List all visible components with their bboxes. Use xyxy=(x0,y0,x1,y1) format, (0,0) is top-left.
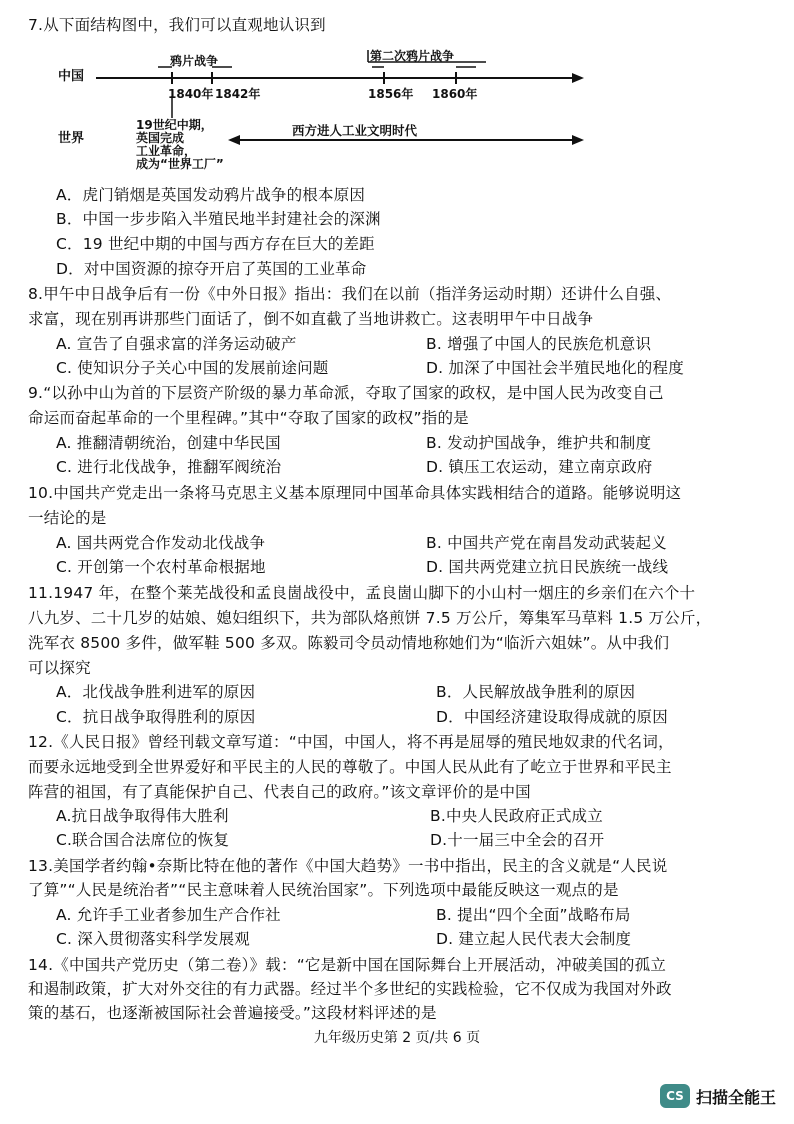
q8-option-d: D. 加深了中国社会半殖民地化的程度 xyxy=(426,359,684,377)
q14-stem-line3: 策的基石，也逐渐被国际社会普遍接受。”这段材料评述的是 xyxy=(28,1004,437,1022)
q9-stem-line1: 9.“以孙中山为首的下层资产阶级的暴力革命派，夺取了国家的政权，是中国人民为改变自己 xyxy=(28,384,664,402)
q11-option-c: C．抗日战争取得胜利的原因 xyxy=(56,708,256,726)
q12-option-d: D.十一届三中全会的召开 xyxy=(430,831,605,849)
q11-stem-line1: 11.1947 年，在整个莱芜战役和孟良崮战役中，孟良崮山脚下的小山村一烟庄的乡亲们在六个十 xyxy=(28,584,696,602)
q7-option-d: D．对中国资源的掠夺开启了英国的工业革命 xyxy=(56,260,367,278)
q9-option-a: A. 推翻清朝统治，创建中华民国 xyxy=(56,434,281,452)
q10-option-a: A. 国共两党合作发动北伐战争 xyxy=(56,534,266,552)
q7-timeline-diagram xyxy=(0,0,794,180)
q12-stem-line3: 阵营的祖国，有了真能保护自己、代表自己的政府。”该文章评价的是中国 xyxy=(28,783,531,801)
q12-stem-line2: 而要永远地受到全世界爱好和平民主的人民的尊敬了。中国人民从此有了屹立于世界和平民主 xyxy=(28,758,672,776)
world-note-line1: 19世纪中期， xyxy=(136,118,213,132)
q9-option-b: B. 发动护国战争，维护共和制度 xyxy=(426,434,652,452)
q8-stem-line2: 求富，现在别再讲那些门面话了，倒不如直截了当地讲救亡。这表明甲午中日战争 xyxy=(28,310,594,328)
camscanner-logo-icon: CS xyxy=(660,1084,690,1108)
scanner-watermark xyxy=(660,1084,776,1108)
q13-stem-line2: 了算”“人民是统治者”“民主意味着人民统治国家”。下列选项中最能反映这一观点的是 xyxy=(28,881,619,899)
label-1856: 1856年 xyxy=(368,87,414,101)
q10-option-d: D. 国共两党建立抗日民族统一战线 xyxy=(426,558,669,576)
q13-option-b: B. 提出“四个全面”战略布局 xyxy=(436,906,631,924)
q13-option-c: C. 深入贯彻落实科学发展观 xyxy=(56,930,250,948)
q11-stem-line3: 洗军衣 8500 多件，做军鞋 500 多双。陈毅司令员动情地称她们为“临沂六姐妹”。从中我们 xyxy=(28,634,670,652)
q13-option-d: D. 建立起人民代表大会制度 xyxy=(436,930,632,948)
q11-stem-line2: 八九岁、二十几岁的姑娘、媳妇组织下，共为部队烙煎饼 7.5 万公斤，筹集军马草料 1.5 万公斤， xyxy=(28,609,712,627)
q9-option-d: D. 镇压工农运动，建立南京政府 xyxy=(426,458,653,476)
q13-stem-line1: 13.美国学者约翰•奈斯比特在他的著作《中国大趋势》一书中指出，民主的含义就是“人民说 xyxy=(28,857,668,875)
label-1860: 1860年 xyxy=(432,87,478,101)
q9-stem-line2: 命运而奋起革命的一个里程碑。”其中“夺取了国家的政权”指的是 xyxy=(28,409,469,427)
q7-option-a: A．虎门销烟是英国发动鸦片战争的根本原因 xyxy=(56,186,366,204)
label-industrial-era: 西方进人工业文明时代 xyxy=(292,123,418,138)
row-label-world: 世界 xyxy=(58,131,85,146)
q14-stem-line2: 和遏制政策，扩大对外交往的有力武器。经过半个多世纪的实践检验，它不仅成为我国对外政 xyxy=(28,980,672,998)
q11-option-d: D．中国经济建设取得成就的原因 xyxy=(436,708,668,726)
q11-stem-line4: 可以探究 xyxy=(28,659,91,677)
q7-stem: 7.从下面结构图中，我们可以直观地认识到 xyxy=(28,16,326,34)
q11-option-b: B．人民解放战争胜利的原因 xyxy=(436,683,636,701)
q10-option-c: C. 开创第一个农村革命根据地 xyxy=(56,558,266,576)
world-note-line4: 成为“世界工厂” xyxy=(136,157,224,171)
label-1840: 1840年 xyxy=(168,87,214,101)
q8-option-a: A. 宣告了自强求富的洋务运动破产 xyxy=(56,335,297,353)
q12-stem-line1: 12.《人民日报》曾经刊载文章写道：“中国，中国人，将不再是屈辱的殖民地奴隶的代名词， xyxy=(28,733,674,751)
label-opium-war: 鸦片战争 xyxy=(170,54,219,68)
q8-option-b: B. 增强了中国人的民族危机意识 xyxy=(426,335,652,353)
q11-option-a: A．北伐战争胜利进军的原因 xyxy=(56,683,256,701)
q10-stem-line2: 一结论的是 xyxy=(28,509,107,527)
world-note-line2: 英国完成 xyxy=(136,131,185,145)
q14-stem-line1: 14.《中国共产党历史（第二卷）》载：“它是新中国在国际舞台上开展活动，冲破美国的孤立 xyxy=(28,956,667,974)
watermark-text: 扫描全能王 xyxy=(695,1087,776,1107)
label-second-opium-war: 第二次鸦片战争 xyxy=(370,49,455,63)
q12-option-c: C.联合国合法席位的恢复 xyxy=(56,831,230,849)
q13-option-a: A. 允许手工业者参加生产合作社 xyxy=(56,906,281,924)
q9-option-c: C. 进行北伐战争，推翻军阀统治 xyxy=(56,458,282,476)
q8-stem-line1: 8.甲午中日战争后有一份《中外日报》指出：我们在以前（指洋务运动时期）还讲什么自强、 xyxy=(28,285,672,303)
q8-option-c: C. 使知识分子关心中国的发展前途问题 xyxy=(56,359,329,377)
q10-stem-line1: 10.中国共产党走出一条将马克思主义基本原理同中国革命具体实践相结合的道路。能够说明这 xyxy=(28,484,682,502)
q7-option-b: B．中国一步步陷入半殖民地半封建社会的深渊 xyxy=(56,210,381,228)
world-note-line3: 工业革命， xyxy=(136,144,197,158)
label-1842: 1842年 xyxy=(215,87,261,101)
q10-option-b: B. 中国共产党在南昌发动武装起义 xyxy=(426,534,667,552)
q7-option-c: C．19 世纪中期的中国与西方存在巨大的差距 xyxy=(56,235,375,253)
page-footer: 九年级历史第 2 页/共 6 页 xyxy=(313,1030,481,1046)
q12-option-b: B.中央人民政府正式成立 xyxy=(430,807,603,825)
row-label-china: 中国 xyxy=(58,69,85,84)
q12-option-a: A.抗日战争取得伟大胜利 xyxy=(56,807,229,825)
